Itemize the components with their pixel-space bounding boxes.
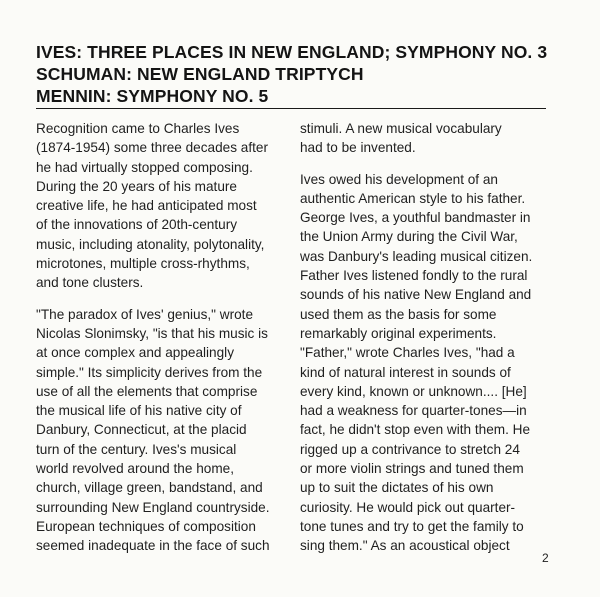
text-line: Recognition came to Charles Ives <box>36 121 240 136</box>
text-line: microtones, multiple cross-rhythms, <box>36 256 250 272</box>
text-line: use of all the elements that comprise <box>36 383 258 399</box>
text-line: surrounding New England countryside. <box>36 499 270 515</box>
text-line: the musical life of his native city of <box>36 403 242 419</box>
text-line: authentic American style to his father. <box>300 190 526 206</box>
title-line-schuman: SCHUMAN: NEW ENGLAND TRIPTYCH <box>36 64 364 84</box>
text-line: stimuli. A new musical vocabulary <box>300 121 502 136</box>
text-line: George Ives, a youthful bandmaster in <box>300 210 531 226</box>
text-line: was Danbury's leading musical citizen. <box>300 248 533 264</box>
text-line: turn of the century. Ives's musical <box>36 441 237 457</box>
text-line: sounds of his native New England and <box>300 287 532 303</box>
text-line: music, including atonality, polytonality, <box>36 236 265 252</box>
title-line-ives: IVES: THREE PLACES IN NEW ENGLAND; SYMPHONY NO. 3 <box>36 42 548 62</box>
page-number: 2 <box>542 551 549 565</box>
text-line: he had virtually stopped composing. <box>36 159 253 175</box>
text-line: curiosity. He would pick out quarter- <box>300 499 516 515</box>
paragraph <box>36 305 276 556</box>
left-column <box>36 119 276 568</box>
text-line: remarkably original experiments. <box>300 325 497 341</box>
title-line-mennin: MENNIN: SYMPHONY NO. 5 <box>36 86 269 106</box>
text-line: "The paradox of Ives' genius," wrote <box>36 306 254 322</box>
text-line: "Father," wrote Charles Ives, "had a <box>300 345 515 361</box>
text-line: simple." Its simplicity derives from the <box>36 364 263 380</box>
text-line: and tone clusters. <box>36 275 144 291</box>
text-line: Nicolas Slonimsky, "is that his music is <box>36 325 268 341</box>
text-line: world revolved around the home, <box>36 461 234 477</box>
program-title <box>36 41 546 109</box>
text-line: rigged up a contrivance to stretch 24 <box>300 441 520 457</box>
right-column <box>300 119 540 568</box>
text-line: of the innovations of 20th-century <box>36 217 238 233</box>
text-line: seemed inadequate in the face of such <box>36 538 270 554</box>
text-line: church, village green, bandstand, and <box>36 480 263 496</box>
text-line: creative life, he had anticipated most <box>36 198 257 214</box>
text-line: tone tunes and try to get the family to <box>300 518 524 534</box>
text-line: every kind, known or unknown.... [He] <box>300 383 527 399</box>
paragraph <box>36 119 276 293</box>
text-line: (1874-1954) some three decades after <box>36 140 268 156</box>
text-line: Ives owed his development of an <box>300 171 498 187</box>
text-line: had to be invented. <box>300 140 416 156</box>
text-line: kind of natural interest in sounds of <box>300 364 511 380</box>
text-line: at once complex and appealingly <box>36 345 234 361</box>
text-line: or more violin strings and tuned them <box>300 461 524 477</box>
text-line: the Union Army during the Civil War, <box>300 229 518 245</box>
text-line: sing them." As an acoustical object <box>300 538 510 554</box>
text-line: Father Ives listened fondly to the rural <box>300 268 528 284</box>
text-line: had a weakness for quarter-tones—in <box>300 403 527 419</box>
text-line: During the 20 years of his mature <box>36 178 237 194</box>
paragraph <box>300 119 540 158</box>
text-line: European techniques of composition <box>36 518 256 534</box>
text-line: used them as the basis for some <box>300 306 497 322</box>
text-line: fact, he didn't stop even with them. He <box>300 422 531 438</box>
text-line: Danbury, Connecticut, at the placid <box>36 422 247 438</box>
paragraph <box>300 170 540 556</box>
text-line: up to suit the dictates of his own <box>300 480 494 496</box>
